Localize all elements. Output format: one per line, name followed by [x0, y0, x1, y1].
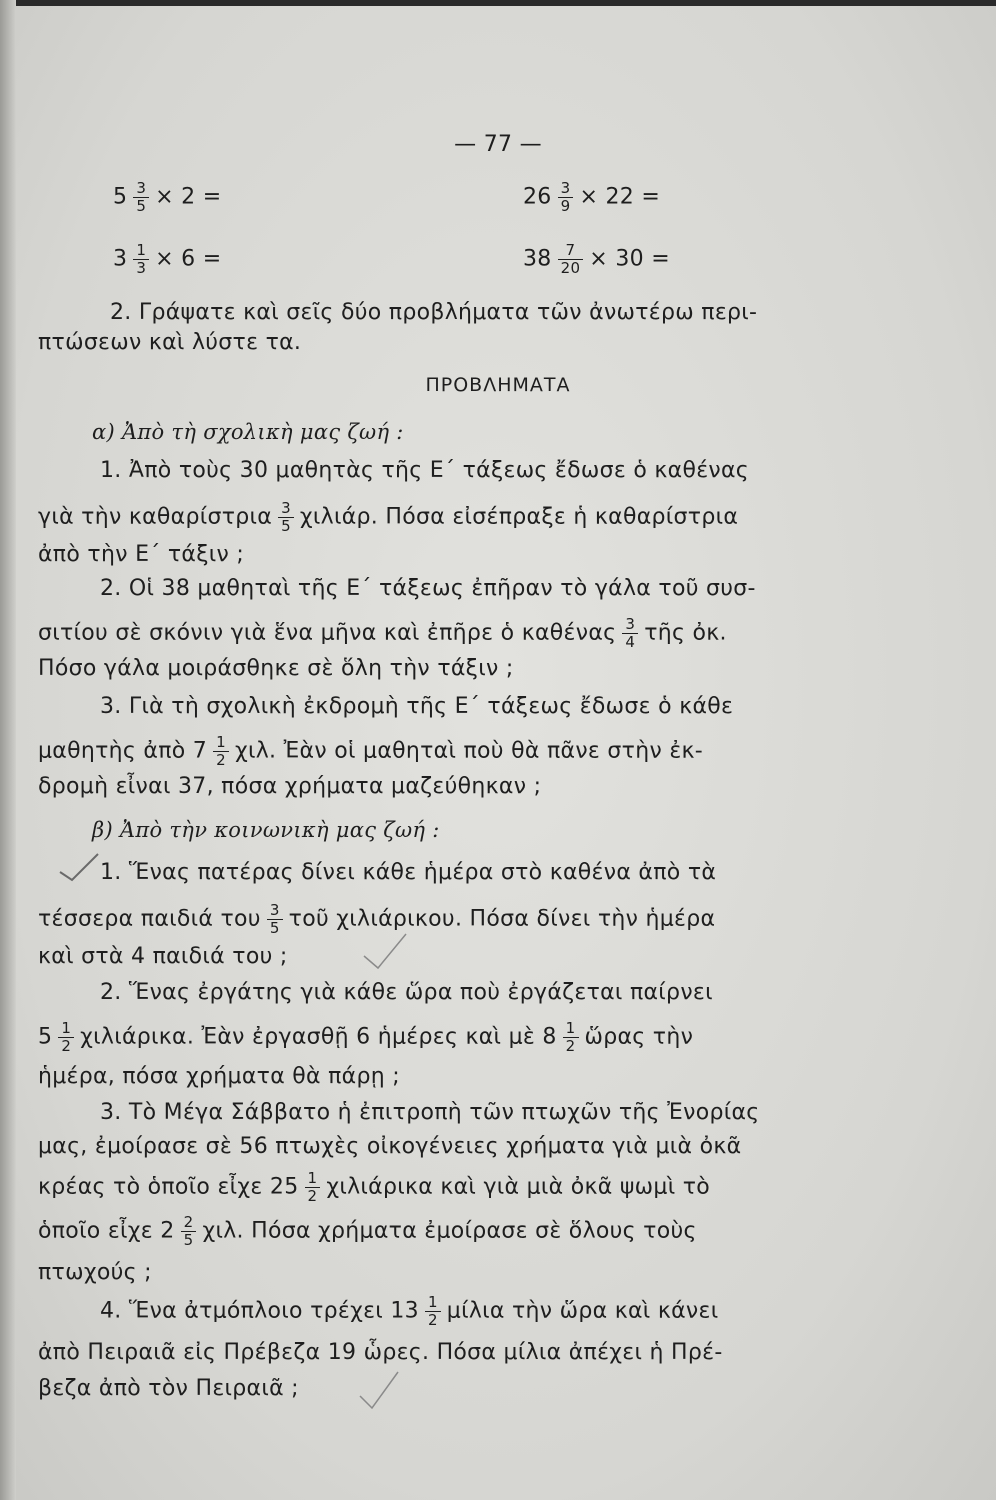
fraction: $\frac{1}{3}$: [133, 242, 149, 277]
section-b-heading: β) Ἀπὸ τὴν κοινωνικὴ μας ζωή :: [92, 818, 440, 842]
whole-part: 38: [523, 246, 552, 272]
operation: × 22 =: [579, 184, 661, 210]
problem-a2-line-3: Πόσο γάλα μοιράσθηκε σὲ ὅλη τὴν τάξιν ;: [38, 656, 514, 681]
exercise-3: [113, 242, 222, 277]
fraction: $\frac{3}{9}$: [558, 180, 574, 215]
problem-b2-line-3: ἡμέρα, πόσα χρήματα θὰ πάρῃ ;: [38, 1064, 400, 1089]
problem-b4-line-3: βεζα ἀπὸ τὸν Πειραιᾶ ;: [38, 1376, 299, 1401]
whole-part: 26: [523, 184, 552, 210]
problem-b3-line-3: κρέας τὸ ὁποῖο εἶχε 25 $\frac{1}{2}$ χιλιάρικα καὶ γιὰ μιὰ ὀκᾶ ψωμὶ τὸ: [38, 1169, 711, 1205]
fraction: $\frac{2}{5}$: [181, 1214, 197, 1249]
fraction: $\frac{3}{5}$: [278, 500, 294, 535]
handwritten-check-mark: [358, 1368, 402, 1412]
problem-b3-line-5: πτωχούς ;: [38, 1260, 152, 1285]
problem-a3-line-3: δρομὴ εἶναι 37, πόσα χρήματα μαζεύθηκαν ;: [38, 774, 542, 799]
problem-b1-line-2: τέσσερα παιδιά του $\frac{3}{5}$ τοῦ χιλιάρικου. Πόσα δίνει τὴν ἡμέρα: [38, 901, 716, 937]
scan-edge-left: [0, 0, 16, 1500]
problem-a1-line-2: γιὰ τὴν καθαρίστρια $\frac{3}{5}$ χιλιάρ. Πόσα εἰσέπραξε ἡ καθαρίστρια: [38, 499, 739, 535]
scan-edge-top: [0, 0, 996, 6]
operation: × 30 =: [589, 246, 670, 272]
problem-b4-line-2: ἀπὸ Πειραιᾶ εἰς Πρέβεζα 19 ὧρες. Πόσα μίλια ἀπέχει ἡ Πρέ-: [38, 1340, 723, 1365]
whole-part: 5: [113, 184, 128, 210]
operation: × 6 =: [155, 246, 222, 272]
problem-a2-line-2: σιτίου σὲ σκόνιν γιὰ ἕνα μῆνα καὶ ἐπῆρε ὁ καθένας $\frac{3}{4}$ τῆς ὀκ.: [38, 615, 727, 651]
problem-a2-line-1: 2. Οἱ 38 μαθηταὶ τῆς Ε΄ τάξεως ἐπῆραν τὸ γάλα τοῦ συσ-: [100, 576, 756, 601]
page-number: — 77 —: [454, 132, 542, 157]
exercise-2: [523, 180, 660, 215]
handwritten-check-mark: [362, 930, 410, 974]
instruction-line-1: 2. Γράψατε καὶ σεῖς δύο προβλήματα τῶν ἀνωτέρω περι-: [110, 300, 758, 325]
fraction: $\frac{1}{2}$: [213, 734, 229, 769]
exercise-1: [113, 180, 222, 215]
fraction: $\frac{1}{2}$: [425, 1294, 441, 1329]
problem-b3-line-2: μας, ἐμοίρασε σὲ 56 πτωχὲς οἰκογένειες χρήματα γιὰ μιὰ ὀκᾶ: [38, 1134, 742, 1159]
section-a-heading: α) Ἀπὸ τὴ σχολικὴ μας ζωή :: [92, 420, 404, 444]
fraction: $\frac{1}{2}$: [563, 1020, 579, 1055]
problem-b3-line-1: 3. Τὸ Μέγα Σάββατο ἡ ἐπιτροπὴ τῶν πτωχῶν τῆς Ἐνορίας: [100, 1100, 760, 1125]
problem-b1-line-3: καὶ στὰ 4 παιδιά του ;: [38, 944, 288, 969]
problem-a3-line-1: 3. Γιὰ τὴ σχολικὴ ἐκδρομὴ τῆς Ε΄ τάξεως ἔδωσε ὁ κάθε: [100, 694, 734, 719]
whole-part: 3: [113, 246, 128, 272]
handwritten-check-mark: [58, 852, 102, 888]
problem-b1-line-1: 1. Ἕνας πατέρας δίνει κάθε ἡμέρα στὸ καθένα ἀπὸ τὰ: [100, 860, 717, 885]
problem-a3-line-2: μαθητὴς ἀπὸ 7 $\frac{1}{2}$ χιλ. Ἐὰν οἱ μαθηταὶ ποὺ θὰ πᾶνε στὴν ἐκ-: [38, 733, 704, 769]
problem-b4-line-1: 4. Ἕνα ἀτμόπλοιο τρέχει 13 $\frac{1}{2}$ μίλια τὴν ὥρα καὶ κάνει: [100, 1293, 719, 1329]
fraction: $\frac{1}{2}$: [58, 1020, 74, 1055]
problem-b2-line-2: 5 $\frac{1}{2}$ χιλιάρικα. Ἐὰν ἐργασθῇ 6 ἡμέρες καὶ μὲ 8 $\frac{1}{2}$ ὥρας τὴν: [38, 1019, 694, 1055]
fraction: $\frac{1}{2}$: [305, 1170, 321, 1205]
problem-a1-line-1: 1. Ἀπὸ τοὺς 30 μαθητὰς τῆς Ε΄ τάξεως ἔδωσε ὁ καθένας: [100, 458, 750, 483]
instruction-line-2: πτώσεων καὶ λύστε τα.: [38, 330, 302, 355]
problem-b2-line-1: 2. Ἕνας ἐργάτης γιὰ κάθε ὥρα ποὺ ἐργάζεται παίρνει: [100, 980, 713, 1005]
fraction: $\frac{3}{5}$: [267, 902, 283, 937]
fraction: $\frac{3}{5}$: [133, 180, 149, 215]
problem-b3-line-4: ὁποῖο εἶχε 2 $\frac{2}{5}$ χιλ. Πόσα χρήματα ἐμοίρασε σὲ ὅλους τοὺς: [38, 1213, 697, 1249]
fraction: $\frac{7}{20}$: [558, 242, 584, 277]
exercise-4: [523, 242, 670, 277]
section-title: ΠΡΟΒΛΗΜΑΤΑ: [425, 374, 571, 396]
operation: × 2 =: [155, 184, 222, 210]
problem-a1-line-3: ἀπὸ τὴν Ε΄ τάξιν ;: [38, 542, 245, 567]
fraction: $\frac{3}{4}$: [622, 616, 638, 651]
